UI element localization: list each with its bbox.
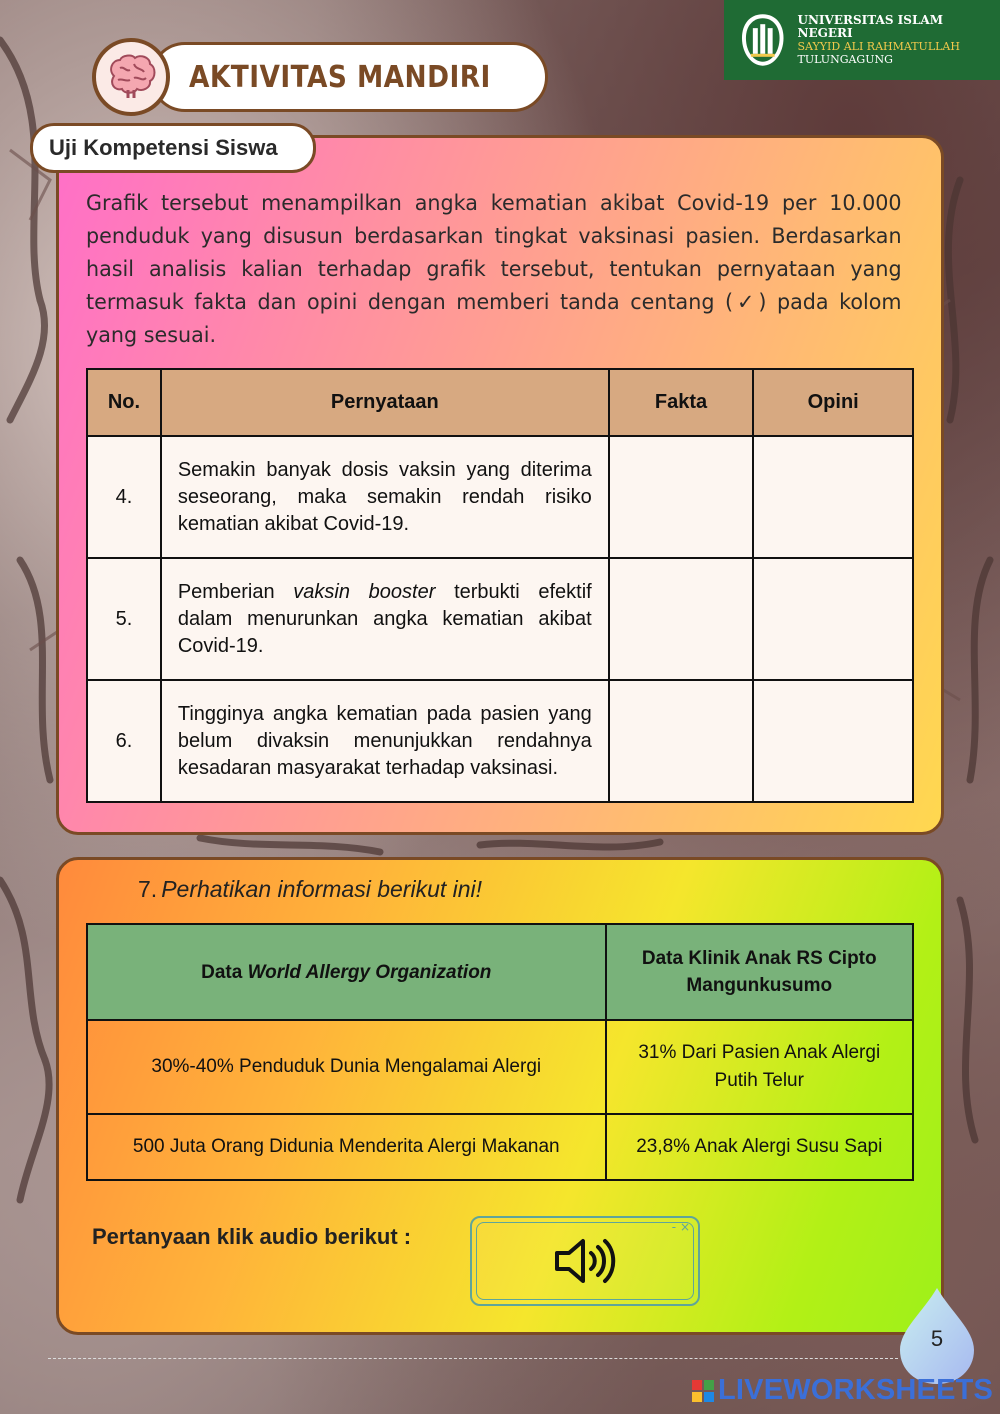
table-row (87, 680, 913, 802)
brain-icon (104, 52, 158, 102)
statement-part: terbukti efektif dalam menurunkan angka kematian akibat Covid-19. (177, 580, 592, 657)
table-row (87, 1114, 913, 1180)
opinion-checkbox-cell[interactable] (753, 436, 913, 558)
speaker-icon[interactable] (553, 1233, 617, 1289)
table-header-row (87, 924, 913, 1020)
audio-prompt-label: Pertanyaan klik audio berikut : (92, 1224, 412, 1249)
question-text: Perhatikan informasi berikut ini! (161, 876, 483, 902)
title-pill (150, 42, 548, 112)
table-row (87, 436, 913, 558)
statement-text (161, 558, 609, 680)
header-wao (87, 924, 606, 1020)
header-fact: Fakta (609, 369, 754, 436)
table-header-row (87, 369, 913, 436)
header-no: No. (87, 369, 161, 436)
row-number: 4. (87, 436, 161, 558)
header-opinion: Opini (753, 369, 913, 436)
allergy-data-table (86, 923, 914, 1181)
statement-part: Pemberian (177, 580, 294, 603)
logo-line-2: SAYYID ALI RAHMATULLAH (797, 40, 960, 53)
page-title: AKTIVITAS MANDIRI (189, 59, 491, 95)
table-row (87, 1020, 913, 1114)
row-number: 6. (87, 680, 161, 802)
question-number: 7. (138, 876, 158, 902)
footer-divider (48, 1358, 898, 1359)
header-wao-pre: Data (201, 961, 248, 983)
fact-opinion-table (86, 368, 914, 803)
opinion-checkbox-cell[interactable] (753, 680, 913, 802)
liveworksheets-logo-icon (692, 1380, 714, 1402)
rscm-cell: 23,8% Anak Alergi Susu Sapi (606, 1114, 913, 1180)
page-number: 5 (930, 1326, 944, 1351)
statement-text: Semakin banyak dosis vaksin yang diterima seseorang, maka semakin rendah risiko kematian akibat Covid-19. (161, 436, 609, 558)
audio-player-button[interactable] (470, 1216, 700, 1306)
statement-emphasis: vaksin booster (293, 580, 436, 603)
fact-checkbox-cell[interactable] (609, 680, 754, 802)
rscm-cell: 31% Dari Pasien Anak Alergi Putih Telur (606, 1020, 913, 1114)
statement-text: Tingginya angka kematian pada pasien yang belum divaksin menunjukkan rendahnya kesadaran masyarakat terhadap vaksinasi. (161, 680, 609, 802)
fact-checkbox-cell[interactable] (609, 436, 754, 558)
brain-badge (92, 38, 170, 116)
wao-cell: 500 Juta Orang Didunia Menderita Alergi Makanan (87, 1114, 606, 1180)
opinion-checkbox-cell[interactable] (753, 558, 913, 680)
header-statement: Pernyataan (161, 369, 609, 436)
liveworksheets-brand (692, 1374, 993, 1407)
fact-checkbox-cell[interactable] (609, 558, 754, 680)
section-tag (30, 123, 316, 173)
university-emblem-icon (740, 12, 785, 68)
logo-line-3: TULUNGAGUNG (797, 53, 893, 66)
university-logo (724, 0, 1000, 80)
logo-line-1: UNIVERSITAS ISLAM NEGERI (797, 13, 943, 40)
header-rscm: Data Klinik Anak RS Cipto Mangunkusumo (606, 924, 913, 1020)
audio-close-mark[interactable]: - × (671, 1220, 690, 1234)
header-wao-em: World Allergy Organization (247, 961, 492, 983)
section-tag-label: Uji Kompetensi Siswa (49, 135, 278, 160)
instructions-text: Grafik tersebut menampilkan angka kematian akibat Covid-19 per 10.000 penduduk yang disusun berdasarkan tingkat vaksinasi pasien. Berdasarkan hasil analisis kalian terhadap grafik tersebut, tentukan pernyataan yang termasuk fakta dan opini dengan memberi tanda centang (✓) pada kolom yang sesuai. (86, 191, 902, 347)
row-number: 5. (87, 558, 161, 680)
liveworksheets-text: LIVEWORKSHEETS (718, 1374, 994, 1406)
question-7 (138, 876, 482, 903)
wao-cell: 30%-40% Penduduk Dunia Mengalamai Alergi (87, 1020, 606, 1114)
table-row (87, 558, 913, 680)
